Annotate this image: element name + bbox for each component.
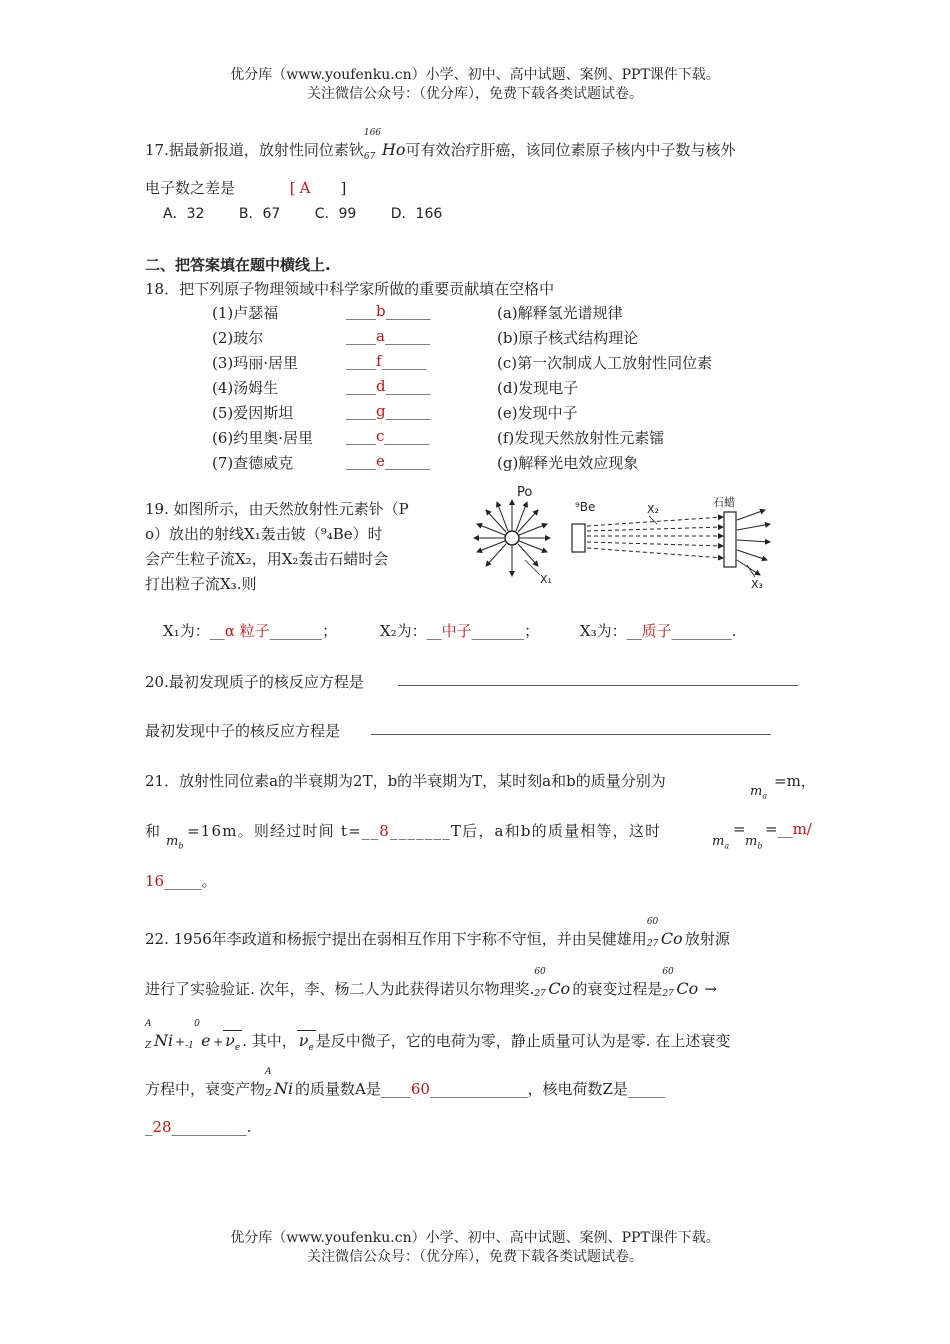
- q21-t-answer: 8: [379, 822, 391, 840]
- antineutrino-symbol-1: $\nu_e$: [225, 1031, 241, 1054]
- q21-line-3: 16_____。: [145, 872, 217, 890]
- q19-diagram: [465, 480, 805, 595]
- co60-isotope-1: 60 27 Co: [646, 917, 683, 949]
- q21-ma-eq: =m，: [774, 772, 816, 790]
- footer-line-2: 关注微信公众号：（优分库），免费下载各类试题试卷。: [307, 1249, 643, 1265]
- paraffin-block: [713, 495, 770, 591]
- be-label: ⁹Be: [575, 500, 596, 514]
- co60-isotope-3: 60 27 Co: [662, 967, 699, 999]
- q21-line-2: =16m。则经过时间 t=__8_______T后，a和b的质量相等，这时: [187, 822, 662, 840]
- section-2-title: 二、把答案填在题中横线上.: [145, 256, 331, 274]
- q19-line-3: 会产生粒子流X₂，用X₂轰击石蜡时会: [145, 550, 389, 568]
- ni-isotope-2: A Z Ni: [265, 1067, 294, 1099]
- q22-line-1: 22. 1956年李政道和杨振宁提出在弱相互作用下宇称不守恒，并由吴健雄用 60 27 Co 放射源: [145, 917, 730, 949]
- q19-line-2: o）放出的射线X₁轰击铍（⁹₄Be）时: [145, 525, 383, 543]
- ni-isotope-1: A Z Ni: [145, 1019, 174, 1051]
- po-label: Po: [517, 485, 533, 500]
- q17-bracket-close: ]: [340, 179, 347, 197]
- x3-answer: 质子: [641, 622, 672, 640]
- q22-line-4: 方程中，衰变产物 A Z Ni 的质量数A是____60_____________，核电荷数Z是_____: [145, 1067, 666, 1099]
- footer-line-1: 优分库（www.youfenku.cn）小学、初中、高中试题、案例、PPT课件下载。: [230, 1230, 720, 1246]
- q22-line-5: _28__________.: [145, 1118, 252, 1136]
- ratio-m-b: $m_b$: [745, 834, 763, 851]
- q20-line-1: 20.最初发现质子的核反应方程是: [145, 673, 364, 691]
- paraffin-rect: [724, 512, 736, 567]
- mass-number-answer: 60: [410, 1080, 430, 1098]
- q19-line-4: 打出粒子流X₃.则: [145, 575, 257, 593]
- x2-label: X₂: [647, 503, 659, 516]
- ratio-eq-1: =: [733, 820, 746, 838]
- x2-answer: 中子: [441, 622, 472, 640]
- q18-answer-3: f: [376, 352, 382, 370]
- m-a-var: $m_a$: [750, 784, 768, 801]
- x3-label: X₃: [751, 578, 763, 591]
- q17-stem-2: 电子数之差是 [ A ]: [145, 179, 347, 197]
- q17-option-d: D．166: [390, 206, 443, 222]
- po-source: [474, 485, 552, 586]
- electron-symbol: 0 -1 e: [185, 1019, 211, 1051]
- q18-answer-7: e: [376, 452, 385, 470]
- q19-line-1: 19. 如图所示，由天然放射性元素钋（P: [145, 500, 409, 518]
- q18-answer-4: d: [376, 377, 386, 395]
- q22-line-2: 进行了实验验证. 次年，李、杨二人为此获得诺贝尔物理奖. 60 27 Co 的衰变过程是 60 27 Co →: [145, 967, 717, 999]
- page-header: [0, 66, 950, 104]
- header-line-1: 优分库（www.youfenku.cn）小学、初中、高中试题、案例、PPT课件下载。: [230, 67, 720, 83]
- q17-option-c: C．99: [314, 206, 357, 222]
- q18-answer-1: b: [376, 302, 386, 320]
- ho-isotope: 166 67 Ho: [363, 128, 406, 162]
- header-line-2: 关注微信公众号：（优分库），免费下载各类试题试卷。: [307, 86, 643, 102]
- antineutrino-symbol-2: $\nu_e$: [298, 1031, 314, 1054]
- po-circle: [505, 531, 519, 545]
- be-block: [572, 524, 585, 552]
- co60-isotope-2: 60 27 Co: [534, 967, 571, 999]
- q17-option-b: B．67: [238, 206, 281, 222]
- page-footer: [0, 1229, 950, 1267]
- x1-answer: α 粒子: [224, 622, 270, 640]
- q20-blank-1[interactable]: [398, 685, 798, 686]
- q18-answer-6: c: [376, 427, 385, 445]
- q18-answer-2: a: [376, 327, 385, 345]
- q17-option-a: A．32: [163, 206, 205, 222]
- q22-line-3: A Z Ni + 0 -1 $e + \nu_e$ . 其中， $\nu_e$ 是反中微子，它的电荷为零，静止质量可认为是零. 在上述衰变: [145, 1019, 731, 1054]
- q20-blank-2[interactable]: [371, 734, 771, 735]
- q17-bracket-open: [: [289, 179, 296, 197]
- ratio-m-a: $m_a$: [712, 834, 730, 851]
- q21-line-2-start: 和: [145, 822, 161, 840]
- q21-ratio-answer: =__m/: [765, 820, 812, 838]
- q21-ratio-answer-b: 16: [145, 872, 165, 890]
- reaction-arrow: →: [704, 980, 717, 998]
- be-target: [572, 500, 723, 558]
- q17-answer: A: [299, 179, 311, 197]
- q20-line-2: 最初发现中子的核反应方程是: [145, 722, 341, 740]
- q21-line-1: 21．放射性同位素a的半衰期为2T，b的半衰期为T，某时刻a和b的质量分别为: [145, 772, 666, 790]
- paraffin-label: 石蜡: [713, 496, 735, 509]
- q17-options: [163, 203, 442, 223]
- charge-number-answer: 28: [152, 1118, 172, 1136]
- q18-answer-5: g: [376, 402, 386, 420]
- q17-stem: 17.据最新报道，放射性同位素钬 166 67 Ho可有效治疗肝癌，该同位素原子核内中子数与核外: [145, 128, 736, 162]
- q18-stem: 18．把下列原子物理领域中科学家所做的重要贡献填在空格中: [145, 280, 555, 298]
- q19-answers: X₁为：__α 粒子_______； X₂为：__中子_______； X₃为：__质子________.: [163, 622, 737, 640]
- x1-label: X₁: [540, 573, 552, 586]
- m-b-var: $m_b$: [166, 834, 184, 851]
